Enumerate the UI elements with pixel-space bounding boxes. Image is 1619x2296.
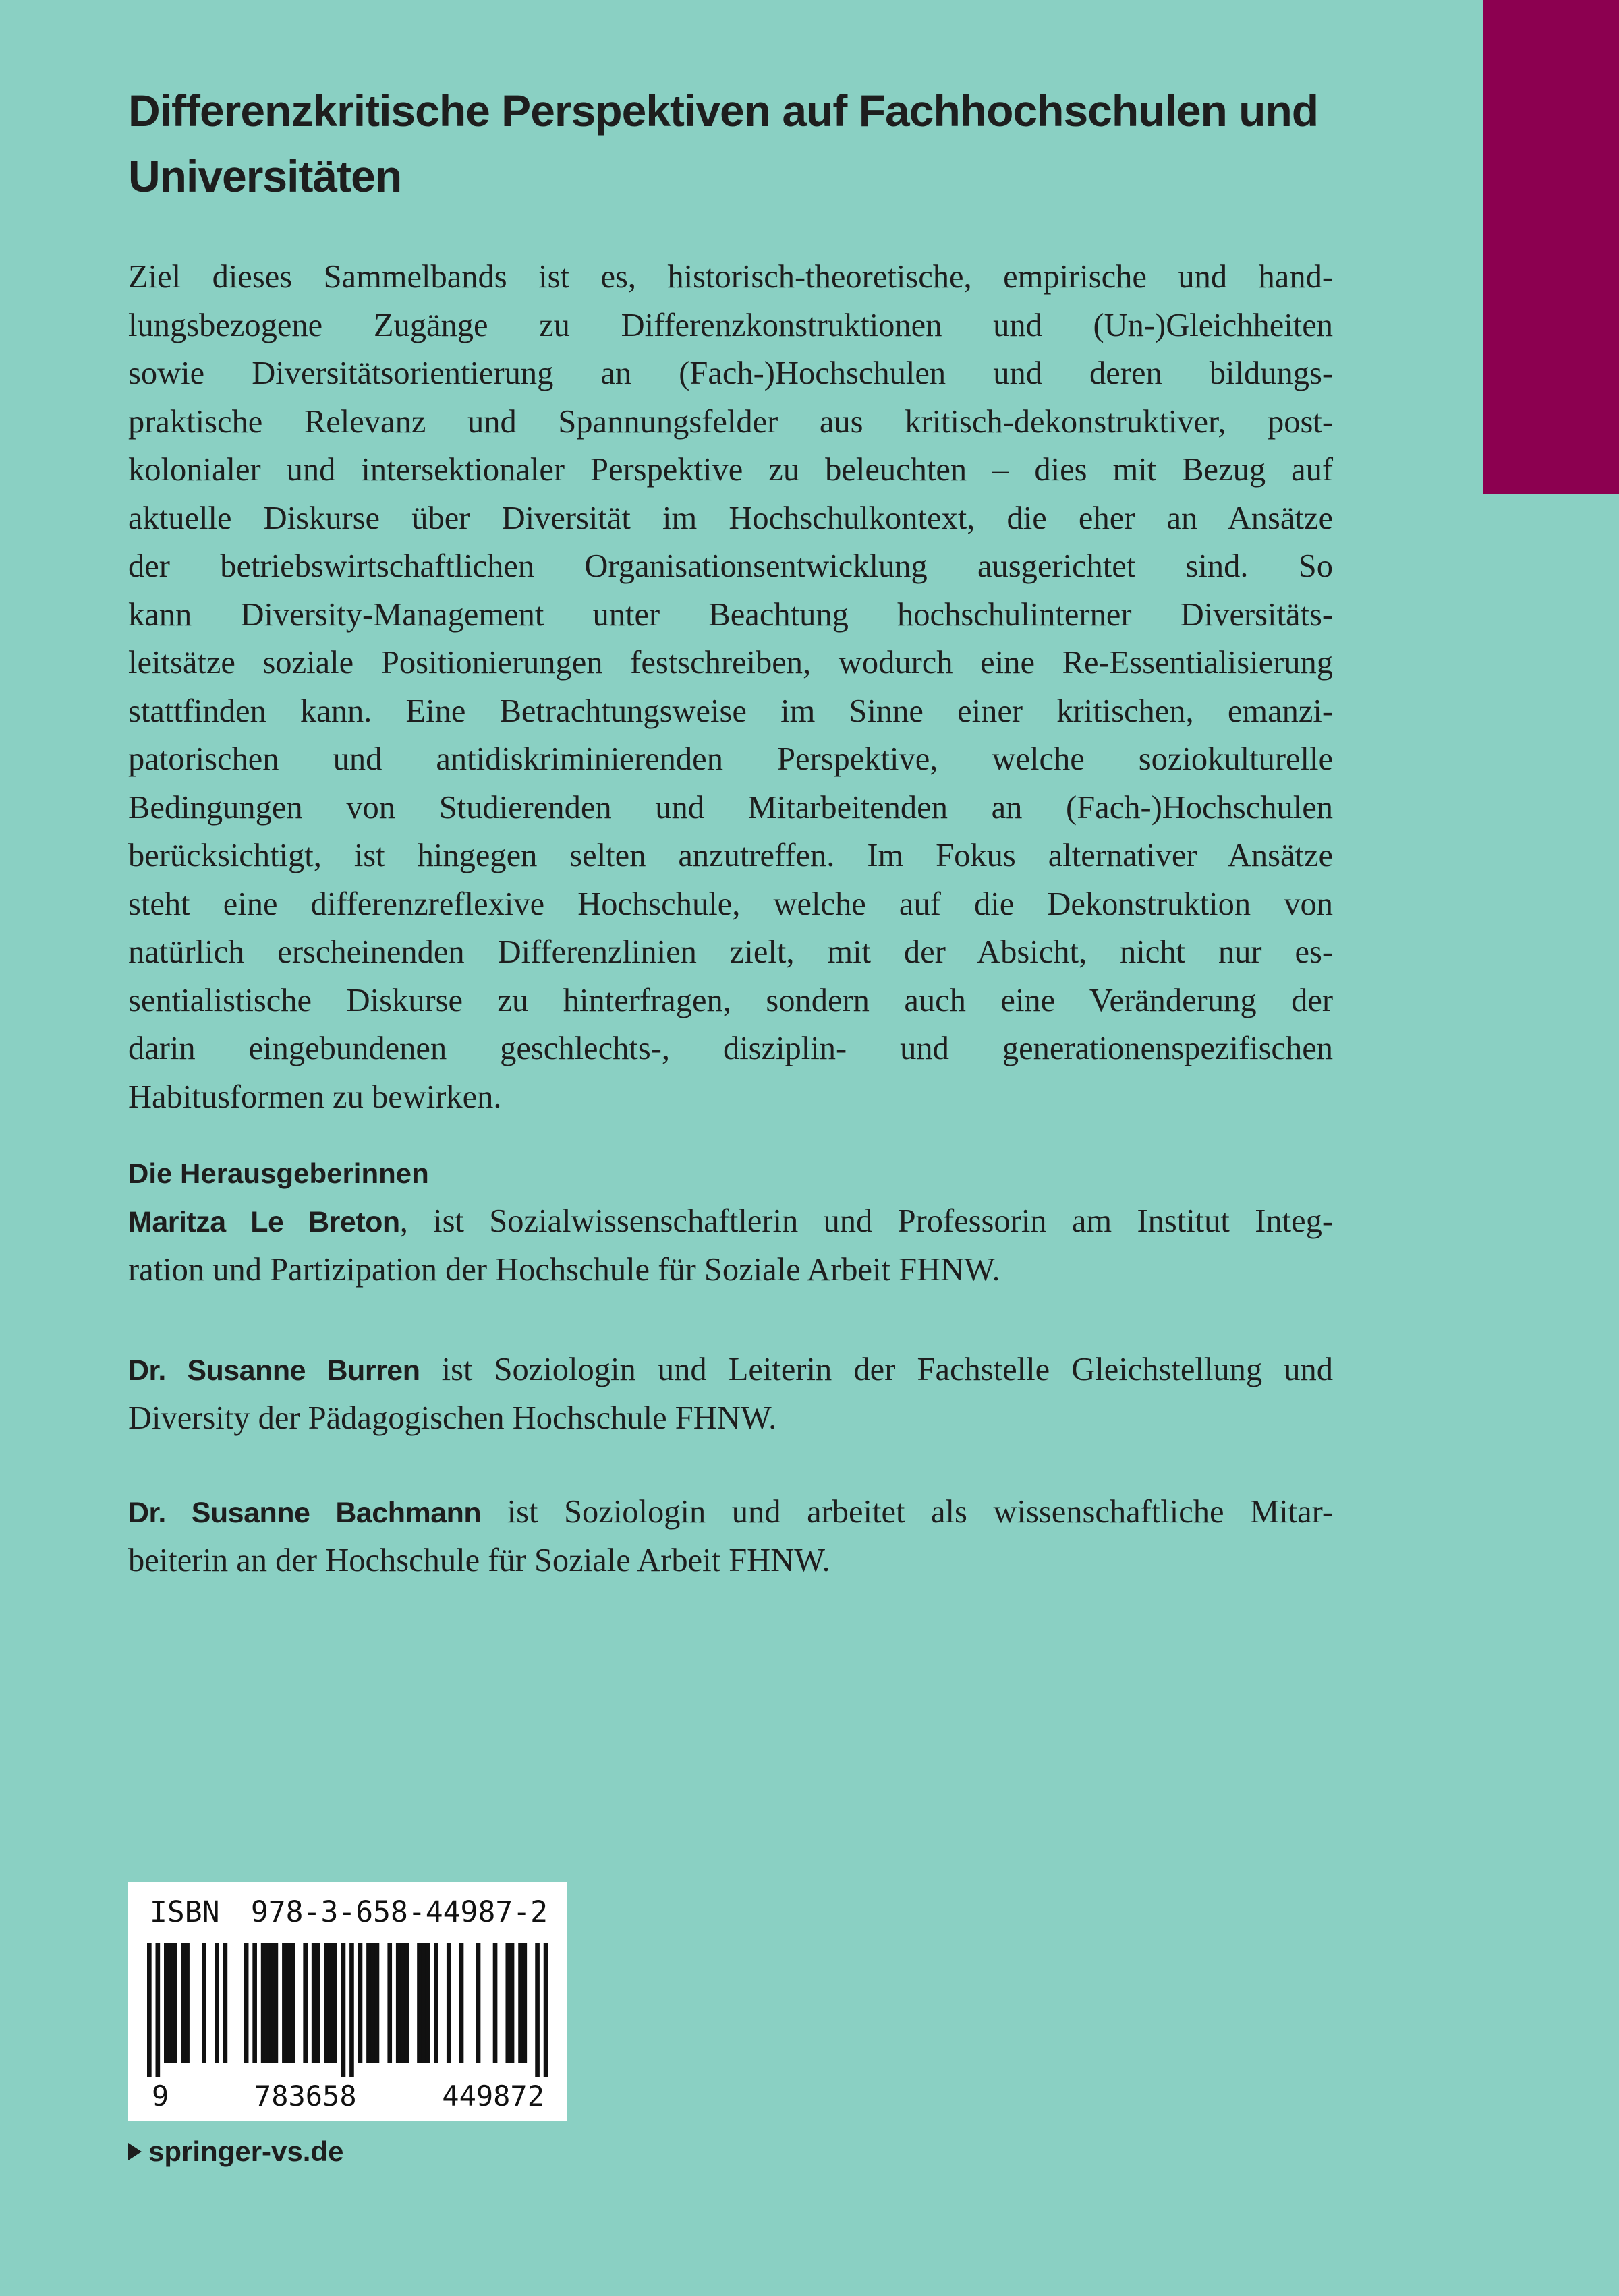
- barcode-bars-graphic: [147, 1943, 548, 2077]
- barcode-bar: [505, 1943, 510, 2063]
- arrow-right-icon: [128, 2143, 142, 2160]
- barcode-bar: [265, 1943, 270, 2063]
- barcode-bar: [375, 1943, 380, 2063]
- description-line: aktuelle Diskurse über Diversität im Hochschulkontext, die eher an Ansätze: [128, 500, 1333, 536]
- barcode-bar: [291, 1943, 295, 2063]
- description-line: der betriebswirtschaftlichen Organisationsentwicklung ausgerichtet sind. So: [128, 548, 1333, 584]
- editor-bio-line: [128, 1346, 1333, 1394]
- description-line: sentialistische Diskurse zu hinterfragen, sondern auch eine Veränderung der: [128, 982, 1333, 1018]
- editor-bio-line: [128, 1488, 1333, 1537]
- barcode-bar: [215, 1943, 219, 2063]
- barcode-bar: [510, 1943, 515, 2063]
- barcode-bar: [286, 1943, 291, 2063]
- barcode-bar: [202, 1943, 206, 2063]
- barcode-bar: [156, 1943, 161, 2077]
- barcode-bar: [396, 1943, 401, 2063]
- editor-bio-line: [128, 1197, 1333, 1246]
- barcode-bar: [544, 1943, 548, 2077]
- editor-name: Maritza Le Breton: [128, 1206, 400, 1238]
- barcode-bar: [316, 1943, 320, 2063]
- barcode-bar: [312, 1943, 316, 2063]
- barcode-bar: [303, 1943, 308, 2063]
- editor-name: Dr. Susanne Burren: [128, 1354, 420, 1387]
- description-line: patorischen und antidiskriminierenden Perspektive, welche soziokulturelle: [128, 741, 1333, 777]
- description-line: stattfinden kann. Eine Betrachtungsweise im Sinne einer kritischen, emanzi-: [128, 693, 1333, 729]
- barcode-bar: [168, 1943, 173, 2063]
- editor-bio-text: , ist Sozialwissenschaftlerin und Professorin am Institut Integ-: [399, 1203, 1333, 1239]
- barcode-bar: [366, 1943, 371, 2063]
- editor-bio: [128, 1197, 1333, 1294]
- editor-bio-line: beiterin an der Hochschule für Soziale Arbeit FHNW.: [128, 1542, 830, 1578]
- barcode-bar: [181, 1943, 186, 2063]
- barcode-bar: [269, 1943, 274, 2063]
- barcode-bar: [434, 1943, 438, 2063]
- barcode-bar: [370, 1943, 375, 2063]
- description-line: kann Diversity-Management unter Beachtung hochschulinterner Diversitäts-: [128, 596, 1333, 633]
- barcode-bar: [261, 1943, 266, 2063]
- barcode-bar: [426, 1943, 430, 2063]
- editor-bio-line: Diversity der Pädagogischen Hochschule FHNW.: [128, 1400, 777, 1436]
- book-title-line-1: Differenzkritische Perspektiven auf Fachhochschulen und: [128, 86, 1319, 136]
- description-line: Bedingungen von Studierenden und Mitarbeitenden an (Fach-)Hochschulen: [128, 789, 1333, 826]
- isbn-barcode: [128, 1882, 567, 2121]
- accent-color-bar: [1483, 0, 1619, 494]
- barcode-bar: [164, 1943, 169, 2063]
- barcode-bar: [333, 1943, 337, 2063]
- editor-bio: [128, 1488, 1333, 1584]
- description-line: praktische Relevanz und Spannungsfelder aus kritisch-dekonstruktiver, post-: [128, 403, 1333, 440]
- isbn-number: ISBN 978-3-658-44987-2: [150, 1895, 548, 1929]
- barcode-bar: [522, 1943, 527, 2063]
- description-line: leitsätze soziale Positionierungen festschreiben, wodurch eine Re-Essentialisierung: [128, 645, 1333, 681]
- editor-bio: [128, 1346, 1333, 1442]
- barcode-bar: [282, 1943, 287, 2063]
- barcode-bar: [341, 1943, 346, 2077]
- description-line: sowie Diversitätsorientierung an (Fach-)Hochschulen und deren bildungs-: [128, 355, 1333, 391]
- description-line: Habitusformen zu bewirken.: [128, 1079, 502, 1115]
- barcode-bar: [252, 1943, 257, 2063]
- description-line: natürlich erscheinenden Differenzlinien zielt, mit der Absicht, nicht nur es-: [128, 934, 1333, 970]
- barcode-bar: [223, 1943, 228, 2063]
- barcode-bar: [244, 1943, 249, 2063]
- barcode-bar: [476, 1943, 481, 2063]
- barcode-bar: [387, 1943, 392, 2063]
- publisher-url: springer-vs.de: [148, 2135, 344, 2167]
- description-line: steht eine differenzreflexive Hochschule, welche auf die Dekonstruktion von: [128, 886, 1333, 922]
- book-title-line-2: Universitäten: [128, 151, 402, 201]
- description-line: darin eingebundenen geschlechts-, disziplin- und generationenspezifischen: [128, 1031, 1333, 1066]
- description-line: berücksichtigt, ist hingegen selten anzutreffen. Im Fokus alternativer Ansätze: [128, 838, 1333, 873]
- editor-name: Dr. Susanne Bachmann: [128, 1497, 482, 1529]
- barcode-bar: [417, 1943, 422, 2063]
- barcode-bar: [349, 1943, 354, 2077]
- description-line: kolonialer und intersektionaler Perspektive zu beleuchten – dies mit Bezug auf: [128, 452, 1333, 488]
- barcode-bar: [358, 1943, 363, 2063]
- barcode-bar: [404, 1943, 409, 2063]
- barcode-bar: [400, 1943, 405, 2063]
- barcode-bar: [147, 1943, 152, 2077]
- barcode-bar: [173, 1943, 177, 2063]
- barcode-bar: [421, 1943, 426, 2063]
- barcode-bar: [493, 1943, 498, 2063]
- barcode-bar: [518, 1943, 523, 2063]
- description-line: Ziel dieses Sammelbands ist es, historisch-theoretische, empirische und hand-: [128, 259, 1333, 295]
- editor-bio-text: ist Soziologin und arbeitet als wissenschaftliche Mitar-: [481, 1494, 1334, 1530]
- book-description: [128, 253, 1333, 1121]
- ean-digits: 9 783658 449872: [152, 2079, 544, 2113]
- barcode-bar: [459, 1943, 464, 2063]
- barcode-bar: [329, 1943, 333, 2063]
- barcode-bar: [535, 1943, 540, 2077]
- description-line: lungsbezogene Zugänge zu Differenzkonstruktionen und (Un-)Gleichheiten: [128, 307, 1333, 343]
- editor-bio-text: ist Soziologin und Leiterin der Fachstelle Gleichstellung und: [420, 1352, 1333, 1387]
- editor-bio-line: ration und Partizipation der Hochschule für Soziale Arbeit FHNW.: [128, 1251, 1000, 1288]
- barcode-bar: [274, 1943, 279, 2063]
- book-title: [128, 78, 1329, 209]
- barcode-bar: [447, 1943, 451, 2063]
- barcode-bar: [185, 1943, 190, 2063]
- barcode-bar: [324, 1943, 329, 2063]
- editors-heading: Die Herausgeberinnen: [128, 1157, 429, 1189]
